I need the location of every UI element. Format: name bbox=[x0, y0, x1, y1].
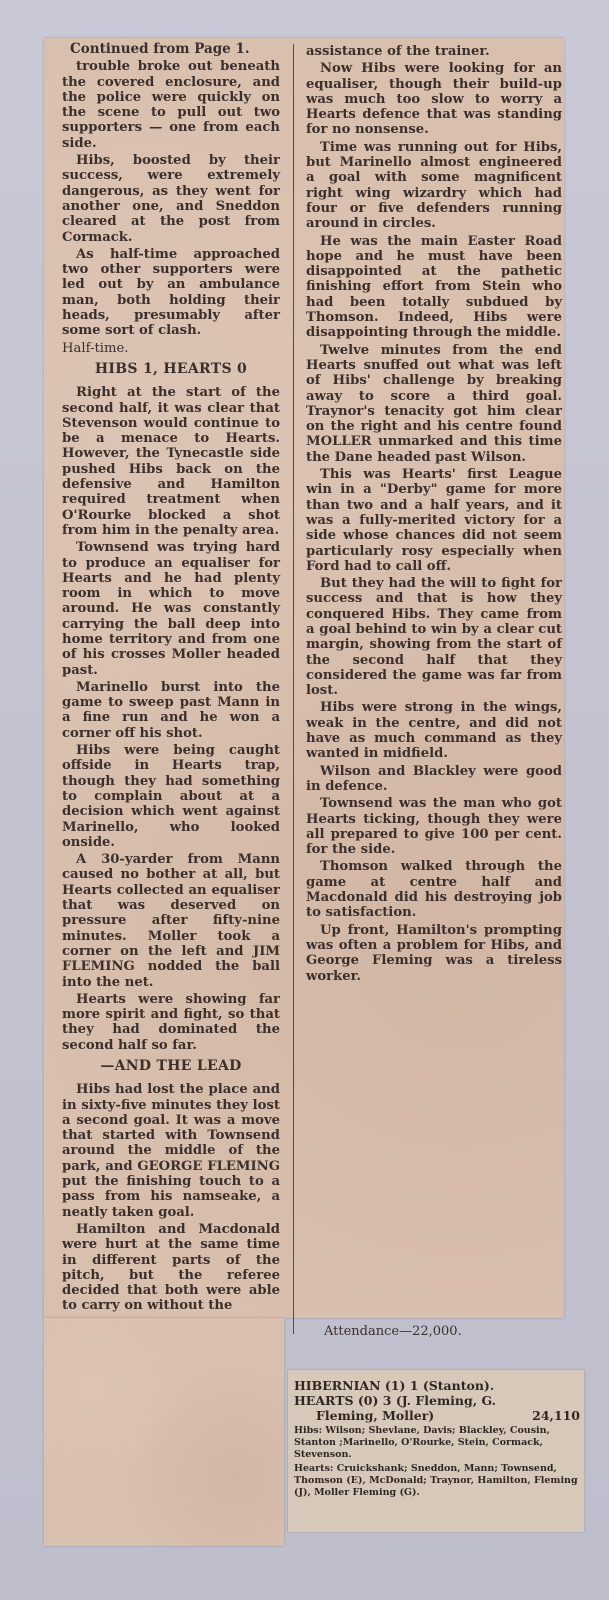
column-divider bbox=[293, 44, 294, 1334]
article-paragraph: Hibs had lost the place and in sixty-five minutes they lost a second goal. It was a move that started with Townsend around the middle of the park, and GEORGE FLEMING put the finishing touch to a pass from his namseake, a neatly taken goal. bbox=[62, 1082, 280, 1220]
result-scorers-text: Fleming, Moller) bbox=[316, 1408, 435, 1423]
article-paragraph: Hamilton and Macdonald were hurt at the same time in different parts of the pitch, but the referee decided that both were able to carry on without the bbox=[62, 1221, 280, 1314]
article-paragraph: Twelve minutes from the end Hearts snuffed out what was left of Hibs' challenge by breaking away to score a third goal. Traynor's tenacity got him clear on the right and his centre found MOLLER unmarked and this time the Dane headed past Wilson. bbox=[306, 342, 562, 465]
halftime-line: Half-time. bbox=[62, 340, 129, 356]
article-paragraph: As half-time approached two other supporters were led out by an ambulance man, both holding their heads, presumably after some sort of clash. bbox=[62, 246, 280, 339]
article-paragraph: Hibs were strong in the wings, weak in the centre, and did not have as much command as they wanted in midfield. bbox=[306, 700, 562, 762]
attendance-line: Attendance—22,000. bbox=[324, 1324, 462, 1339]
hibs-lineup: Hibs: Wilson; Shevlane, Davis; Blackley, Cousin, Stanton ;Marinello, O'Rourke, Stein, Cormack, Stevenson. bbox=[294, 1425, 550, 1460]
paragraph-group-c bbox=[62, 1082, 280, 1313]
result-scorers bbox=[294, 1408, 580, 1423]
paragraph-group-col2 bbox=[306, 61, 562, 984]
article-column-2 bbox=[306, 44, 562, 986]
result-crowd-number: 24,110 bbox=[532, 1408, 580, 1423]
article-paragraph: Townsend was the man who got Hearts ticking, though they were all prepared to give 100 per cent. for the side. bbox=[306, 796, 562, 858]
article-paragraph: Hearts were showing far more spirit and fight, so that they had dominated the second half so far. bbox=[62, 991, 280, 1053]
continuation-line: assistance of the trainer. bbox=[306, 44, 490, 59]
article-paragraph: Townsend was trying hard to produce an equaliser for Hearts and he had plenty room in which to move around. He was constantly carrying the ball deep into home territory and from one of his crosses Moller headed past. bbox=[62, 540, 280, 678]
paragraph-group-b bbox=[62, 385, 280, 1053]
subheading-lead: —AND THE LEAD bbox=[100, 1058, 242, 1074]
article-paragraph: This was Hearts' first League win in a "Derby" game for more than two and a half years, and it was a fully-merited victory for a side whose chances did not seem particularly rosy especially when Ford had to call off. bbox=[306, 467, 562, 574]
article-paragraph: Marinello burst into the game to sweep past Mann in a fine run and he won a corner off his shot. bbox=[62, 679, 280, 741]
continued-note: Continued from Page 1. bbox=[70, 41, 250, 57]
article-paragraph: A 30-yarder from Mann caused no bother at all, but Hearts collected an equaliser that was deserved on pressure after fifty-nine minutes. Moller took a corner on the left and JIM FLEMING nodded the ball into the net. bbox=[62, 852, 280, 990]
result-hearts: HEARTS (0) 3 (J. Fleming, G. bbox=[294, 1393, 497, 1408]
article-paragraph: Thomson walked through the game at centre half and Macdonald did his destroying job to satisfaction. bbox=[306, 859, 562, 921]
hearts-lineup: Hearts: Cruickshank; Sneddon, Mann; Townsend, Thomson (E), McDonald; Traynor, Hamilton, Fleming (J), Moller Fleming (G). bbox=[294, 1463, 578, 1498]
article-paragraph: Wilson and Blackley were good in defence. bbox=[306, 763, 562, 794]
match-result-box bbox=[294, 1378, 580, 1499]
article-paragraph: Now Hibs were looking for an equaliser, though their build-up was much too slow to worry a Hearts defence that was standing for no nonsense. bbox=[306, 61, 562, 138]
article-paragraph: Right at the start of the second half, it was clear that Stevenson would continue to be a menace to Hearts. However, the Tynecastle side pushed Hibs back on the defensive and Hamilton required treatment when O'Rourke blocked a shot from him in the penalty area. bbox=[62, 385, 280, 538]
article-paragraph: But they had the will to fight for success and that is how they conquered Hibs. They came from a goal behind to win by a clear cut margin, showing from the start of the second half that they considered the game was far from lost. bbox=[306, 576, 562, 699]
article-paragraph: trouble broke out beneath the covered enclosure, and the police were quickly on the scene to pull out two supporters — one from each side. bbox=[62, 59, 280, 151]
subheading-score: HIBS 1, HEARTS 0 bbox=[94, 360, 248, 377]
article-paragraph: Up front, Hamilton's prompting was often a problem for Hibs, and George Fleming was a tireless worker. bbox=[306, 922, 562, 984]
paragraph-group-a bbox=[62, 59, 280, 338]
result-hibernian: HIBERNIAN (1) 1 (Stanton). bbox=[294, 1378, 495, 1393]
article-paragraph: Hibs, boosted by their success, were extremely dangerous, as they went for another one, and Sneddon cleared at the post from Cormack. bbox=[62, 153, 280, 245]
article-column-1 bbox=[62, 42, 280, 1316]
newspaper-clipping-lower-left bbox=[44, 1318, 284, 1546]
article-paragraph: Time was running out for Hibs, but Marinello almost engineered a goal with some magnificent right wing wizardry which had four or five defenders running around in circles. bbox=[306, 139, 562, 232]
article-paragraph: He was the main Easter Road hope and he must have been disappointed at the pathetic finishing effort from Stein who had been totally subdued by Thomson. Indeed, Hibs were disappointing through the middle. bbox=[306, 233, 562, 341]
article-paragraph: Hibs were being caught offside in Hearts trap, though they had something to complain about at a decision which went against Marinello, who looked onside. bbox=[62, 743, 280, 850]
